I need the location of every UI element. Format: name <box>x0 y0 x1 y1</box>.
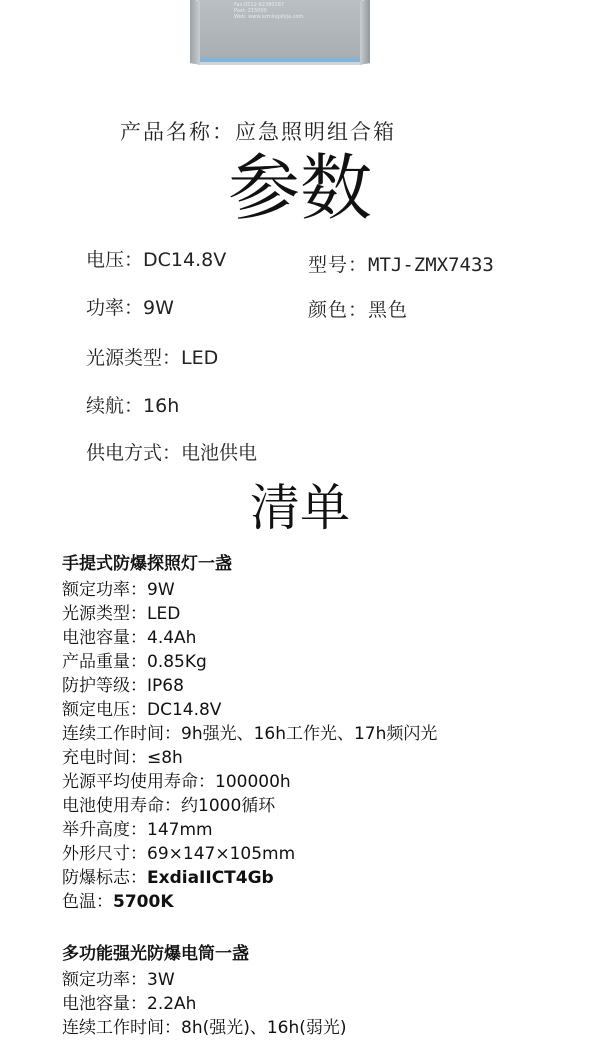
product-name: 产品名称：应急照明组合箱 <box>120 120 396 144</box>
spec-value: 5700K <box>113 892 174 912</box>
box-label-line: Web: www.szmingshija.com <box>234 14 304 20</box>
spec-label: 额定功率： <box>62 970 147 990</box>
spec-label: 举升高度： <box>62 820 147 840</box>
box-label-text <box>234 2 303 20</box>
spec-value: 69×147×105mm <box>147 844 296 864</box>
param-label: 功率： <box>86 297 144 319</box>
spec-row <box>62 818 592 842</box>
param-label: 供电方式： <box>86 442 182 464</box>
spec-row <box>62 650 592 674</box>
box-blue-strip <box>200 58 360 62</box>
spec-value: 100000h <box>215 772 291 792</box>
spec-value: IP68 <box>147 676 184 696</box>
param-voltage <box>86 245 226 272</box>
spec-row <box>62 626 592 650</box>
param-label: 光源类型： <box>86 347 182 369</box>
param-light-source <box>86 343 218 370</box>
spec-value: ≤8h <box>147 748 183 768</box>
param-value: DC14.8V <box>143 249 227 271</box>
params-heading: 参数 <box>227 146 372 230</box>
list-item-searchlight <box>62 552 592 914</box>
spec-row <box>62 674 592 698</box>
param-value: 黑色 <box>368 299 409 321</box>
spec-value: 0.85Kg <box>147 652 207 672</box>
spec-label: 连续工作时间： <box>62 1018 181 1038</box>
list-heading: 清单 <box>250 479 350 537</box>
param-power-supply <box>86 438 257 465</box>
param-value: 9W <box>143 297 174 319</box>
spec-value: DC14.8V <box>147 700 222 720</box>
spec-label: 防爆标志： <box>62 868 147 888</box>
spec-row <box>62 794 592 818</box>
spec-label: 外形尺寸： <box>62 844 147 864</box>
spec-row <box>62 842 592 866</box>
param-color <box>308 295 408 322</box>
box-label-line: Fax:0512-62380287 <box>234 2 285 8</box>
spec-row <box>62 578 592 602</box>
box-edge-right <box>360 0 370 65</box>
spec-row <box>62 602 592 626</box>
box-edge-left <box>190 0 200 65</box>
param-label: 电压： <box>86 249 144 271</box>
spec-label: 额定电压： <box>62 700 147 720</box>
spec-row <box>62 992 592 1016</box>
item-title: 手提式防爆探照灯一盏 <box>62 554 232 574</box>
spec-label: 电池使用寿命： <box>62 796 181 816</box>
spec-value: ExdiaIICT4Gb <box>147 868 274 888</box>
spec-value: 2.2Ah <box>147 994 197 1014</box>
param-label: 续航： <box>86 395 144 417</box>
spec-row <box>62 722 592 746</box>
param-model <box>308 250 494 277</box>
param-value: 电池供电 <box>181 442 258 464</box>
spec-value: 9W <box>147 580 175 600</box>
spec-label: 光源类型： <box>62 604 147 624</box>
spec-label: 色温： <box>62 892 113 912</box>
spec-label: 产品重量： <box>62 652 147 672</box>
spec-label: 电池容量： <box>62 994 147 1014</box>
param-power <box>86 293 174 320</box>
spec-row <box>62 890 592 914</box>
spec-label: 防护等级： <box>62 676 147 696</box>
spec-row <box>62 866 592 890</box>
spec-value: 8h(强光)、16h(弱光) <box>181 1018 347 1038</box>
spec-label: 充电时间： <box>62 748 147 768</box>
spec-row <box>62 1016 592 1040</box>
spec-value: 147mm <box>147 820 213 840</box>
param-label: 型号： <box>308 254 369 276</box>
item-title: 多功能强光防爆电筒一盏 <box>62 944 249 964</box>
param-endurance <box>86 391 179 418</box>
box-label-line: Post: 215000 <box>234 8 267 14</box>
spec-value: 3W <box>147 970 175 990</box>
param-value: MTJ-ZMX7433 <box>368 254 494 276</box>
spec-label: 电池容量： <box>62 628 147 648</box>
spec-row <box>62 698 592 722</box>
param-value: 16h <box>143 395 180 417</box>
spec-row <box>62 746 592 770</box>
param-value: LED <box>181 347 219 369</box>
spec-value: 4.4Ah <box>147 628 197 648</box>
spec-value: 约1000循环 <box>181 796 276 816</box>
spec-label: 光源平均使用寿命： <box>62 772 215 792</box>
param-label: 颜色： <box>308 299 369 321</box>
product-photo <box>198 0 362 65</box>
spec-label: 连续工作时间： <box>62 724 181 744</box>
list-item-flashlight <box>62 942 592 1040</box>
spec-label: 额定功率： <box>62 580 147 600</box>
spec-row <box>62 770 592 794</box>
spec-value: LED <box>147 604 181 624</box>
spec-value: 9h强光、16h工作光、17h频闪光 <box>181 724 438 744</box>
spec-row <box>62 968 592 992</box>
